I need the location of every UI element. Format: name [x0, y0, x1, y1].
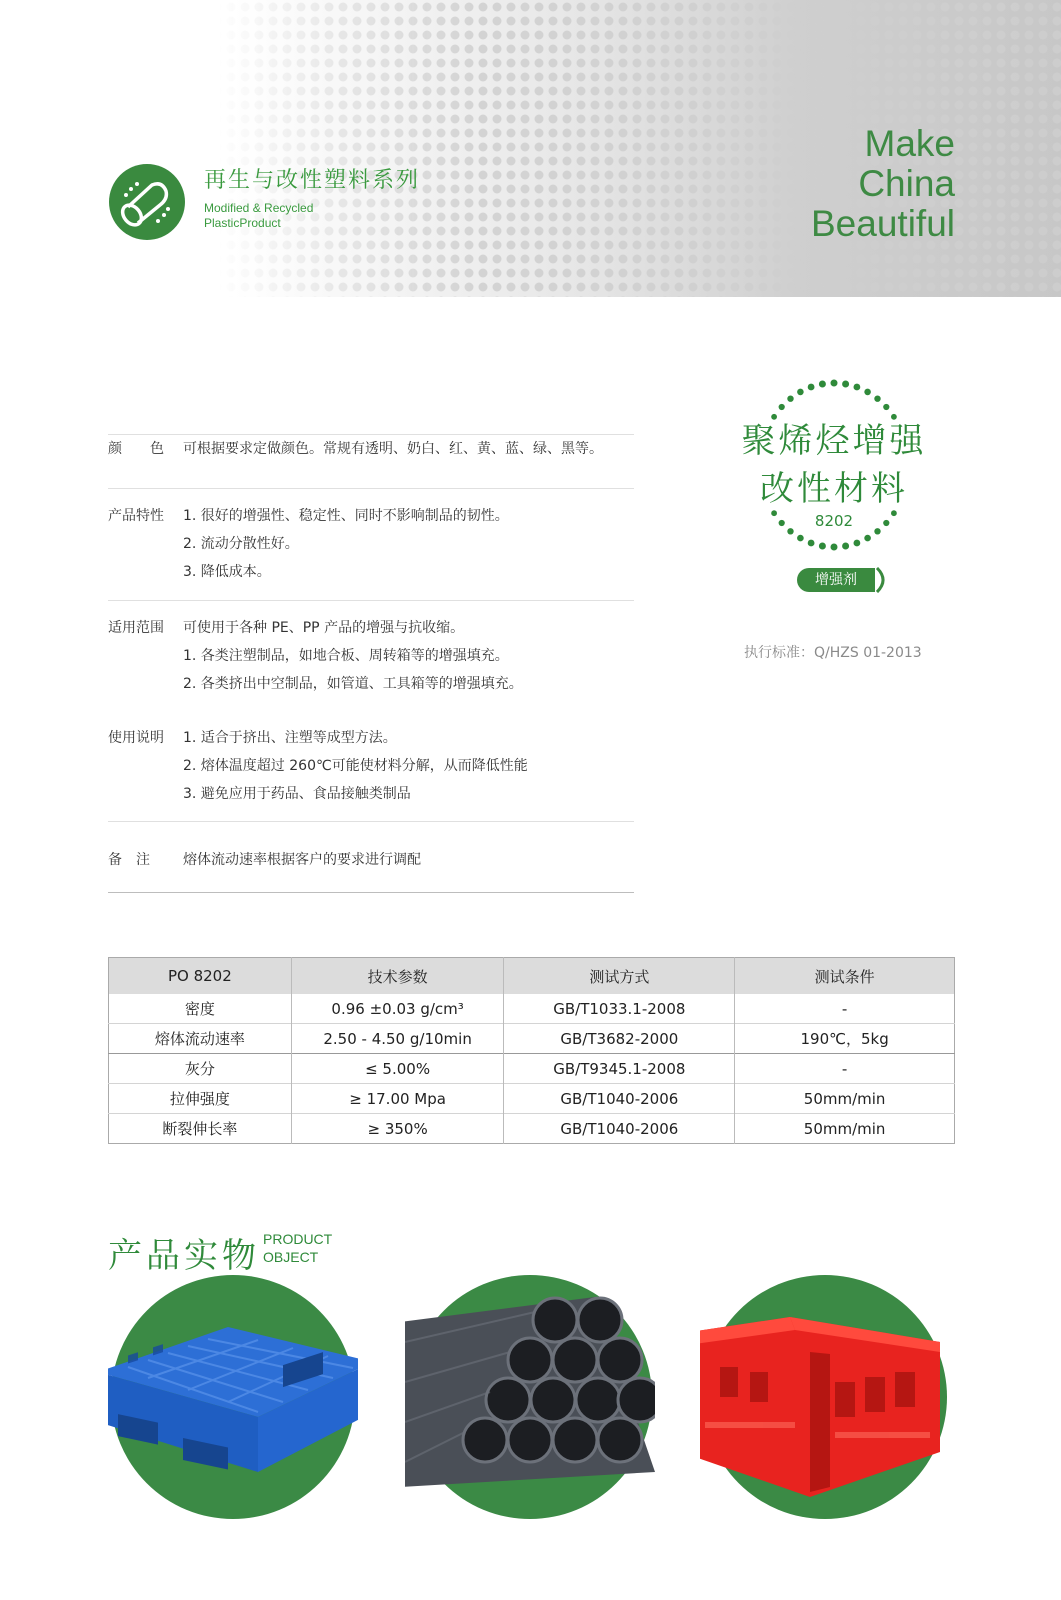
table-cell: GB/T9345.1-2008 [504, 1054, 735, 1084]
spec-row-features [108, 488, 634, 600]
header-banner [0, 0, 1061, 297]
ring-dot [842, 381, 849, 388]
slogan-line: Beautiful [811, 203, 955, 244]
spec-line: 2. 流动分散性好。 [183, 536, 299, 552]
spec-line: 熔体流动速率根据客户的要求进行调配 [183, 852, 421, 868]
table-cell: GB/T1040-2006 [504, 1114, 735, 1144]
spec-label: 使用说明 [108, 730, 164, 746]
ring-dot [842, 543, 849, 550]
spec-divider [108, 892, 634, 893]
ring-dot [808, 540, 815, 547]
ring-dot [819, 543, 826, 550]
table-cell: 熔体流动速率 [109, 1024, 292, 1054]
product-section-subtitle [263, 1230, 332, 1266]
tag-end-icon [875, 567, 891, 593]
badge-title-line2: 改性材料 [760, 469, 908, 509]
table-cell: - [735, 1054, 955, 1084]
table-header: 测试条件 [735, 958, 955, 995]
product-spec-list [108, 434, 634, 893]
badge-tag: 增强剂 [797, 568, 875, 592]
ring-dot [854, 384, 861, 391]
spec-line: 可使用于各种 PE、PP 产品的增强与抗收缩。 [183, 620, 465, 636]
table-header: PO 8202 [109, 958, 292, 995]
spec-line: 3. 避免应用于药品、食品接触类制品 [183, 786, 411, 802]
product-sub-line1: PRODUCT [263, 1231, 333, 1247]
badge-code: 8202 [814, 512, 854, 530]
table-cell: 190℃，5kg [735, 1024, 955, 1054]
slogan-line: China [858, 163, 955, 204]
ring-dot [874, 396, 880, 402]
spec-line: 1. 很好的增强性、稳定性、同时不影响制品的韧性。 [183, 508, 509, 524]
spec-line: 2. 熔体温度超过 260℃可能使材料分解，从而降低性能 [183, 758, 528, 774]
table-row [109, 1054, 955, 1084]
spec-label: 适用范围 [108, 620, 164, 636]
table-row [109, 1024, 955, 1054]
ring-dot [797, 535, 804, 542]
product-badge [740, 377, 940, 617]
table-row [109, 1084, 955, 1114]
standard-text: 执行标准：Q/HZS 01-2013 [744, 645, 922, 661]
table-cell: 0.96 ±0.03 g/cm³ [291, 994, 504, 1024]
series-title-en [204, 201, 313, 231]
table-cell: ≤ 5.00% [291, 1054, 504, 1084]
slogan-line: Make [864, 123, 955, 164]
spec-line: 1. 适合于挤出、注塑等成型方法。 [183, 730, 397, 746]
series-en-line2: PlasticProduct [204, 216, 281, 230]
spec-row-note [108, 821, 634, 892]
ring-dot [797, 389, 804, 396]
spec-line: 3. 降低成本。 [183, 564, 271, 580]
ring-dot [831, 544, 838, 551]
ring-dot [864, 389, 871, 396]
table-cell: GB/T3682-2000 [504, 1024, 735, 1054]
badge-title [740, 417, 928, 513]
table-header: 技术参数 [291, 958, 504, 995]
product-sub-line2: OBJECT [263, 1249, 319, 1265]
ring-dot [819, 381, 826, 388]
table-row [109, 1114, 955, 1144]
ring-dot [779, 404, 785, 410]
table-header-row [109, 958, 955, 995]
ring-dot [787, 396, 793, 402]
product-section-title: 产品实物 [108, 1236, 260, 1276]
table-cell: ≥ 350% [291, 1114, 504, 1144]
spec-row-color [108, 434, 634, 488]
slogan [811, 124, 955, 244]
table-cell: 灰分 [109, 1054, 292, 1084]
ring-dot [864, 535, 871, 542]
brand-logo-icon [108, 163, 186, 241]
pipes-image [405, 1272, 655, 1522]
ring-dot [854, 540, 861, 547]
crate-image [700, 1272, 950, 1522]
table-header: 测试方式 [504, 958, 735, 995]
table-cell: 50mm/min [735, 1114, 955, 1144]
table-cell: 拉伸强度 [109, 1084, 292, 1114]
series-en-line1: Modified & Recycled [204, 201, 314, 215]
spec-line: 可根据要求定做颜色。常规有透明、奶白、红、黄、蓝、绿、黑等。 [183, 441, 603, 457]
spec-label: 产品特性 [108, 508, 164, 524]
table-cell: GB/T1040-2006 [504, 1084, 735, 1114]
ring-dot [883, 404, 889, 410]
spec-label: 颜 色 [108, 441, 164, 457]
table-cell: GB/T1033.1-2008 [504, 994, 735, 1024]
table-cell: 密度 [184, 1000, 215, 1018]
spec-row-usage [108, 724, 634, 821]
table-cell: 断裂伸长率 [109, 1114, 292, 1144]
pallet-image [108, 1272, 358, 1522]
series-title-cn: 再生与改性塑料系列 [204, 168, 421, 193]
spec-row-scope [108, 600, 634, 724]
table-cell: ≥ 17.00 Mpa [291, 1084, 504, 1114]
table-cell: 50mm/min [735, 1084, 955, 1114]
parameter-table [108, 957, 955, 1144]
table-cell: 2.50 - 4.50 g/10min [291, 1024, 504, 1054]
spec-line: 1. 各类注塑制品，如地合板、周转箱等的增强填充。 [183, 648, 509, 664]
ring-dot [831, 380, 838, 387]
table-row [109, 994, 955, 1024]
badge-title-line1: 聚烯烃增强 [741, 421, 927, 461]
table-cell: - [735, 994, 955, 1024]
ring-dot [808, 384, 815, 391]
spec-label: 备 注 [108, 852, 150, 868]
spec-line: 2. 各类挤出中空制品，如管道、工具箱等的增强填充。 [183, 676, 523, 692]
